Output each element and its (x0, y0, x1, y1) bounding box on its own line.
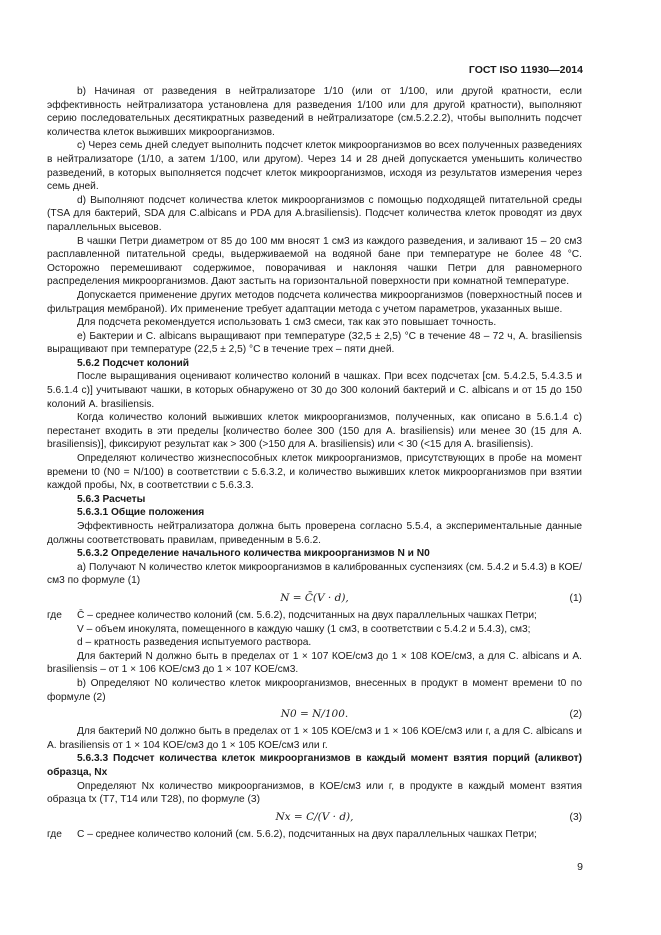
document-body (47, 85, 582, 841)
where-v-volume: V – объем инокулята, помещенного в каждую чашку (1 см3, в соответствии с 5.4.2 и 5.4.3), см3; (77, 623, 531, 635)
where-c-mean-2 (47, 828, 582, 842)
paragraph-b: b) Начиная от разведения в нейтрализаторе 1/10 (или от 1/100, или другой кратности, если эффективность нейтрализатора установлена для разведения 1/100 или для другой кратности), выполняют серию последовательных десятикратных разведений в нейтрализаторе (см.5.2.2.2), чтобы выполнить подсчет количества клеток выживших микроорганизмов. (47, 86, 582, 138)
paragraph-n-limits: Для бактерий N должно быть в пределах от 1 × 107 КОЕ/см3 до 1 × 108 КОЕ/см3, а для C. albicans и A. brasiliensis – от 1 × 106 КОЕ/см3 до 1 × 107 КОЕ/см3. (47, 650, 582, 676)
paragraph-out-of-range: Когда количество колоний выживших клеток микроорганизмов, полученных, как описано в 5.6.1.4 c) перестанет входить в эти пределы [количество более 300 (150 для A. brasiliensis) или менее 30 (15 для A. brasiliensis)], фиксируют результат как > 300 (>150 для A. brasiliensis) или < 30 (<15 для A. brasiliensis). (47, 412, 582, 451)
heading-5-6-3-3: 5.6.3.3 Подсчет количества клеток микроорганизмов в каждый момент взятия порций (аликвот) образца, Nx (47, 753, 582, 778)
paragraph-viable-cells: Определяют количество жизнеспособных клеток микроорганизмов, присутствующих в пробе на момент времени t0 (N0 = N/100) в соответствии с 5.6.3.2, и количество выживших клеток микроорганизмов при взятии каждой пробы, Nx, в соответствии с 5.6.3.3. (47, 453, 582, 492)
paragraph-d: d) Выполняют подсчет количества клеток микроорганизмов с помощью подходящей питательной среды (TSA для бактерий, SDA для C.albicans и PDA для A.brasiliensis). Подсчет количества клеток проводят из двух параллельных высевов. (47, 194, 582, 233)
where-c-mean-2-text: C – среднее количество колоний (см. 5.6.2), подсчитанных на двух параллельных чашках Петри; (77, 828, 537, 840)
where-label: где (47, 609, 62, 621)
page-number: 9 (577, 861, 583, 873)
paragraph-c: c) Через семь дней следует выполнить подсчет клеток микроорганизмов во всех полученных разведениях в нейтрализаторе (1/10, а затем 1/100, или другом). Через 14 и 28 дней допускается уменьшить количество разведений, в которых выполняется подсчет клеток микроорганизмов, исходя из результатов измерения через семь дней. (47, 140, 582, 193)
formula-3-expression: Nx = C/(V · d), (275, 810, 354, 823)
heading-5-6-2: 5.6.2 Подсчет колоний (77, 357, 190, 369)
paragraph-get-n: a) Получают N количество клеток микроорганизмов в калиброванных суспензиях (см. 5.4.2 и 5.4.3) в КОЕ/см3 по формуле (1) (47, 561, 582, 587)
paragraph-get-n0: b) Определяют N0 количество клеток микроорганизмов, внесенных в продукт в момент времени t0 по формуле (2) (47, 677, 582, 703)
formula-1-number: (1) (569, 592, 582, 604)
heading-5-6-3-2: 5.6.3.2 Определение начального количества микроорганизмов N и N0 (77, 548, 430, 560)
formula-1-expression: N = C̄(V · d), (280, 591, 349, 604)
where-label-2: где (47, 828, 62, 840)
paragraph-other-methods: Допускается применение других методов подсчета количества микроорганизмов (поверхностный посев и фильтрация мембраной). Их применение требует адаптации метода с учетом параметров, указанных выше. (47, 289, 582, 315)
where-c-mean (47, 609, 582, 623)
heading-5-6-3-1: 5.6.3.1 Общие положения (77, 507, 205, 519)
formula-3-number: (3) (569, 811, 582, 823)
where-d-dilution: d – кратность разведения испытуемого раствора. (77, 637, 312, 649)
paragraph-petri: В чашки Петри диаметром от 85 до 100 мм вносят 1 см3 из каждого разведения, и заливают 15 – 20 см3 расплавленной питательной среды, выдерживаемой на водяной бане при температуре не более 48 °С. Осторожно перемешивают содержимое, поворачивая и наклоняя чашки Петри для равномерного распределения микроорганизмов. Дают застыть на горизонтальной поверхности при комнатной температуре. (47, 235, 582, 288)
paragraph-colony-count: После выращивания оценивают количество колоний в чашках. При всех подсчетах [см. 5.4.2.5, 5.4.3.5 и 5.6.1.4 c)] учитывают чашки, в которых обнаружено от 30 до 300 колоний бактерий и C. albicans и от 15 до 150 колоний A. brasiliensis. (47, 371, 582, 410)
heading-5-6-3: 5.6.3 Расчеты (77, 493, 146, 505)
formula-2 (47, 704, 582, 725)
paragraph-recommendation: Для подсчета рекомендуется использовать 1 см3 смеси, так как это повышает точность. (77, 317, 497, 329)
paragraph-e: e) Бактерии и C. albicans выращивают при температуре (32,5 ± 2,5) °С в течение 48 – 72 ч, A. brasiliensis выращивают при температуре (22,5 ± 2,5) °С в течение трех – пяти дней. (47, 330, 582, 356)
formula-3 (47, 807, 582, 828)
paragraph-neutralizer: Эффективность нейтрализатора должна быть проверена согласно 5.5.4, а экспериментальные данные должны соответствовать правилам, приведенным в 5.6.2. (47, 521, 582, 546)
formula-2-expression: N0 = N/100. (280, 708, 349, 721)
formula-1 (47, 588, 582, 609)
paragraph-get-nx: Определяют Nx количество микроорганизмов, в КОЕ/см3 или г, в продукте в каждый момент взятия образца tx (T7, T14 или T28), по формуле (3) (47, 780, 582, 806)
paragraph-n0-limits: Для бактерий N0 должно быть в пределах от 1 × 105 КОЕ/см3 и 1 × 106 КОЕ/см3 или г, а для C. albicans и A. brasiliensis от 1 × 104 КОЕ/см3 до 1 × 105 КОЕ/см3 или г. (47, 726, 582, 751)
formula-2-number: (2) (569, 709, 582, 721)
where-c-mean-text: C̄ – среднее количество колоний (см. 5.6.2), подсчитанных на двух параллельных чашках Петри; (77, 609, 537, 621)
document-header: ГОСТ ISO 11930—2014 (468, 64, 583, 76)
